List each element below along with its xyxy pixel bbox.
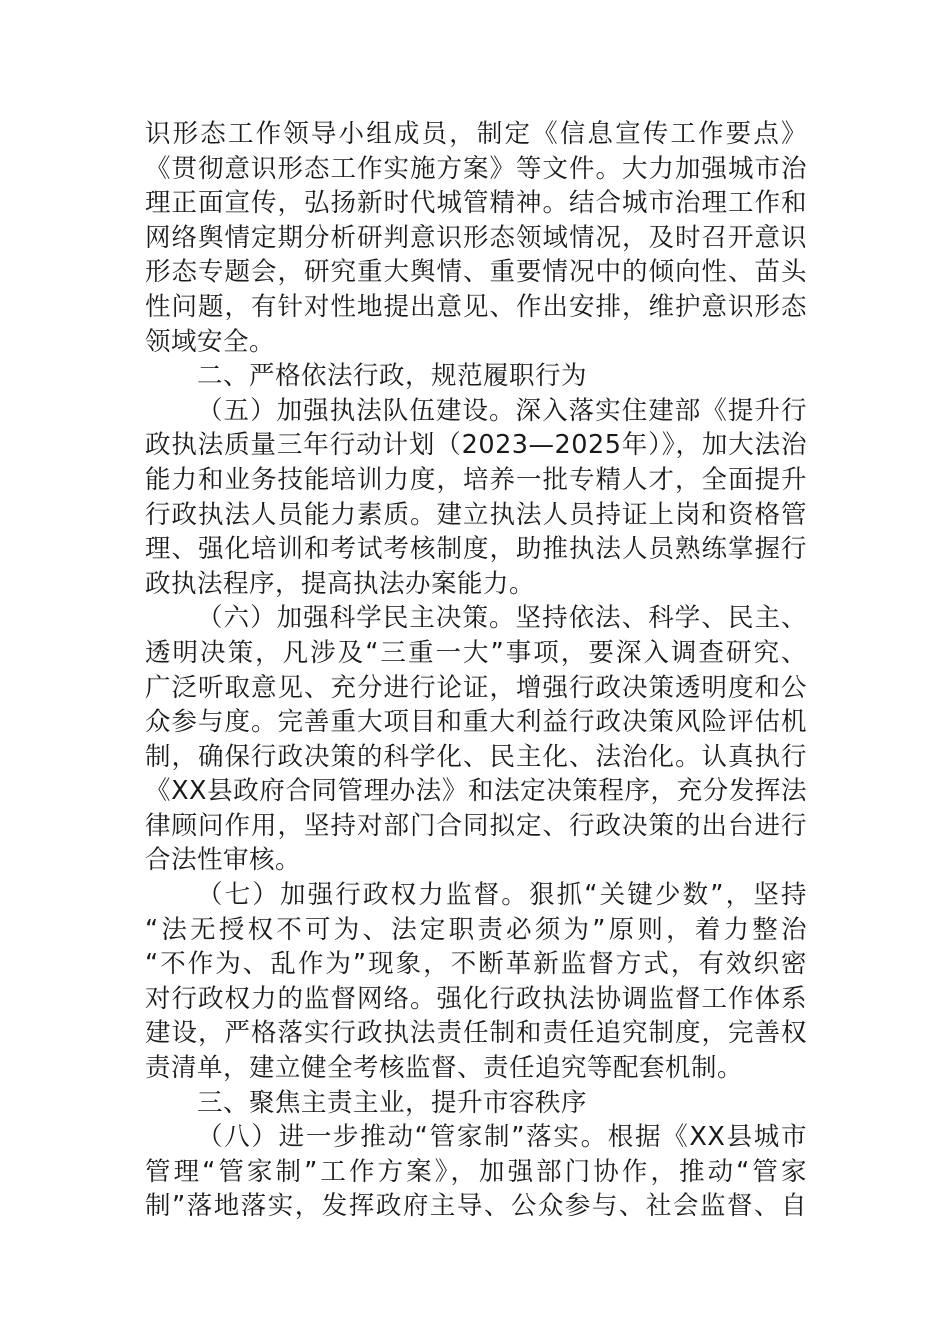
text-line: 能力和业务技能培训力度，培养一批专精人才，全面提升	[145, 464, 807, 495]
text-line: “法无授权不可为、法定职责必须为”原则，着力整治	[145, 914, 807, 945]
text-line: 政执法质量三年行动计划（2023—2025年）》，加大法治	[145, 430, 807, 461]
text-line: 理正面宣传，弘扬新时代城管精神。结合城市治理工作和	[145, 188, 807, 219]
text-line: （六）加强科学民主决策。坚持依法、科学、民主、	[197, 603, 807, 634]
text-line: 性问题，有针对性地提出意见、作出安排，维护意识形态	[145, 291, 807, 322]
section-heading: 三、聚焦主责主业，提升市容秩序	[197, 1087, 588, 1118]
text-line: 对行政权力的监督网络。强化行政执法协调监督工作体系	[145, 983, 807, 1014]
text-line: 建设，严格落实行政执法责任制和责任追究制度，完善权	[145, 1018, 807, 1049]
text-line: 理、强化培训和考试考核制度，助推执法人员熟练掌握行	[145, 534, 807, 565]
text-line: （五）加强执法队伍建设。深入落实住建部《提升行	[197, 395, 807, 426]
text-line: （七）加强行政权力监督。狠抓“关键少数”，坚持	[197, 880, 807, 911]
text-line: 识形态工作领导小组成员，制定《信息宣传工作要点》	[145, 119, 807, 149]
text-line: 合法性审核。	[145, 845, 302, 876]
text-line: 广泛听取意见、充分进行论证，增强行政决策透明度和公	[145, 672, 807, 703]
text-line: （八）进一步推动“管家制”落实。根据《XX县城市	[197, 1122, 807, 1153]
text-line: 制”落地落实，发挥政府主导、公众参与、社会监督、自	[145, 1191, 807, 1222]
text-line: 《贯彻意识形态工作实施方案》等文件。大力加强城市治	[145, 153, 807, 184]
text-line: 律顾问作用，坚持对部门合同拟定、行政决策的出台进行	[145, 810, 807, 841]
text-line: “不作为、乱作为”现象，不断革新监督方式，有效织密	[145, 949, 807, 980]
text-line: 领域安全。	[145, 326, 276, 357]
text-line: 制，确保行政决策的科学化、民主化、法治化。认真执行	[145, 741, 807, 772]
text-line: 管理“管家制”工作方案》，加强部门协作，推动“管家	[145, 1156, 807, 1187]
text-line: 《XX县政府合同管理办法》和法定决策程序，充分发挥法	[145, 776, 807, 807]
text-line: 行政执法人员能力素质。建立执法人员持证上岗和资格管	[145, 499, 807, 530]
text-line: 责清单，建立健全考核监督、责任追究等配套机制。	[145, 1053, 744, 1084]
text-line: 透明决策，凡涉及“三重一大”事项，要深入调查研究、	[145, 637, 807, 668]
text-line: 网络舆情定期分析研判意识形态领域情况，及时召开意识	[145, 222, 807, 253]
section-heading: 二、严格依法行政，规范履职行为	[197, 361, 588, 392]
document-body	[145, 117, 807, 1224]
text-line: 众参与度。完善重大项目和重大利益行政决策风险评估机	[145, 707, 807, 738]
text-line: 形态专题会，研究重大舆情、重要情况中的倾向性、苗头	[145, 257, 807, 288]
text-line: 政执法程序，提高执法办案能力。	[145, 568, 536, 599]
